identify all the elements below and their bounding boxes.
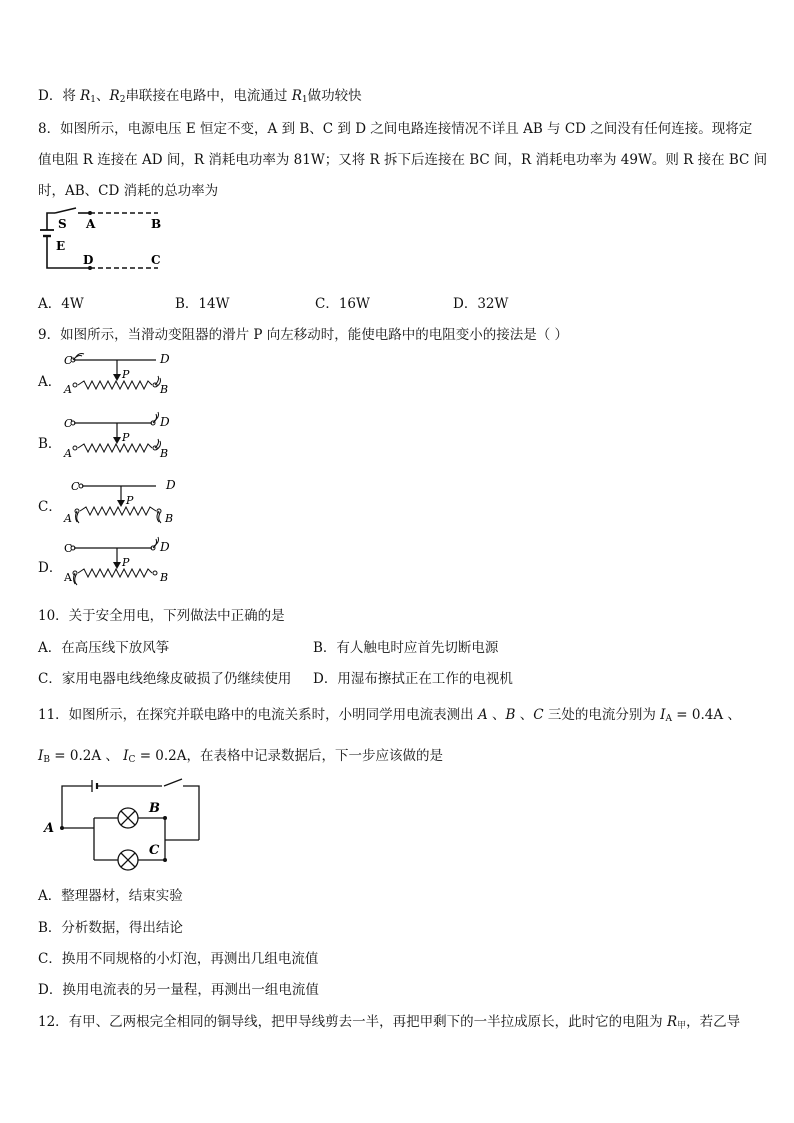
q11-option-c: C．换用不同规格的小灯泡，再测出几组电流值 [38,951,319,967]
svg-text:A: A [64,571,72,584]
q8-option-b: B．14W [175,296,230,312]
q11-stem-line2: $I_B = 0.2A$ 、 $I_C = 0.2A$，在表格中记录数据后，下一步应该做的是 [38,748,444,765]
svg-text:C: C [64,417,73,430]
q11-option-d: D．换用电流表的另一量程，再测出一组电流值 [38,982,319,998]
q9-option-d-label: D． [38,560,63,576]
q8-label-a: A [86,217,96,231]
svg-text:C: C [64,354,73,367]
svg-text:B: B [160,383,169,396]
q11-label-b: B [149,801,160,816]
q10-option-d: D．用湿布擦拭正在工作的电视机 [313,671,513,687]
q10-stem: 10．关于安全用电，下列做法中正确的是 [38,608,285,624]
q11-option-b: B．分析数据，得出结论 [38,920,183,936]
q9-option-c-label: C． [38,499,62,515]
q8-option-a: A．4W [38,296,84,312]
q7-option-d: D．将 $R_1$、$R_2$串联接在电路中，电流通过 $R_1$做功较快 [38,88,362,105]
q8-stem-line1: 8．如图所示，电源电压 E 恒定不变，A 到 B、C 到 D 之间电路连接情况不详且 AB 与 CD 之间没有任何连接。现将定 [38,121,753,137]
q9-stem: 9．如图所示，当滑动变阻器的滑片 P 向左移动时，能使电路中的电阻变小的接法是（ ） [38,327,569,343]
q9-rheostat-b [64,413,184,463]
q8-option-d: D．32W [453,296,509,312]
q8-label-b: B [151,217,162,231]
svg-text:D: D [160,540,170,554]
q8-label-s: S [58,217,67,231]
q8-circuit-figure [38,206,178,274]
svg-text:B: B [160,447,169,460]
q11-label-c: C [149,843,160,858]
q10-option-a: A．在高压线下放风筝 [38,640,170,656]
q11-label-a: A [44,821,55,836]
q9-rheostat-d [64,538,184,588]
q11-option-a: A．整理器材，结束实验 [38,888,183,904]
svg-text:B: B [165,512,174,525]
q11-stem-line1: 11．如图所示，在探究并联电路中的电流关系时，小明同学用电流表测出 A 、B 、C 三处的电流分别为 $I_A = 0.4A$ 、 [38,707,741,724]
svg-text:P: P [122,556,130,569]
q10-option-b: B．有人触电时应首先切断电源 [313,640,499,656]
q10-option-c: C．家用电器电线绝缘皮破损了仍继续使用 [38,671,292,687]
svg-text:D: D [160,352,170,366]
svg-text:P: P [122,368,130,381]
q8-option-c: C．16W [315,296,370,312]
q9-rheostat-c [64,476,184,528]
svg-text:A: A [64,383,72,396]
svg-text:D: D [160,415,170,429]
q8-label-c: C [151,253,161,267]
q8-stem-line3: 时，AB、CD 消耗的总功率为 [38,183,219,199]
svg-text:P: P [126,494,134,507]
q9-option-b-label: B． [38,436,62,452]
q8-label-d: D [83,253,94,267]
svg-text:C: C [71,480,80,493]
q8-label-e: E [56,239,66,253]
svg-text:D: D [166,478,176,492]
q9-option-a-label: A． [38,374,62,390]
q11-circuit-figure [42,778,212,874]
q8-stem-line2: 值电阻 R 连接在 AD 间，R 消耗电功率为 81W；又将 R 拆下后连接在 BC 间，R 消耗电功率为 49W。则 R 接在 BC 间 [38,152,768,168]
svg-text:C: C [64,542,73,555]
svg-text:A: A [64,447,72,460]
q12-stem: 12．有甲、乙两根完全相同的铜导线，把甲导线剪去一半，再把甲剩下的一半拉成原长，此时它的电阻为 $R_甲$，若乙导 [38,1014,741,1031]
svg-text:A: A [64,512,72,525]
svg-text:B: B [160,571,169,584]
svg-text:P: P [122,431,130,444]
q9-rheostat-a [64,350,184,400]
